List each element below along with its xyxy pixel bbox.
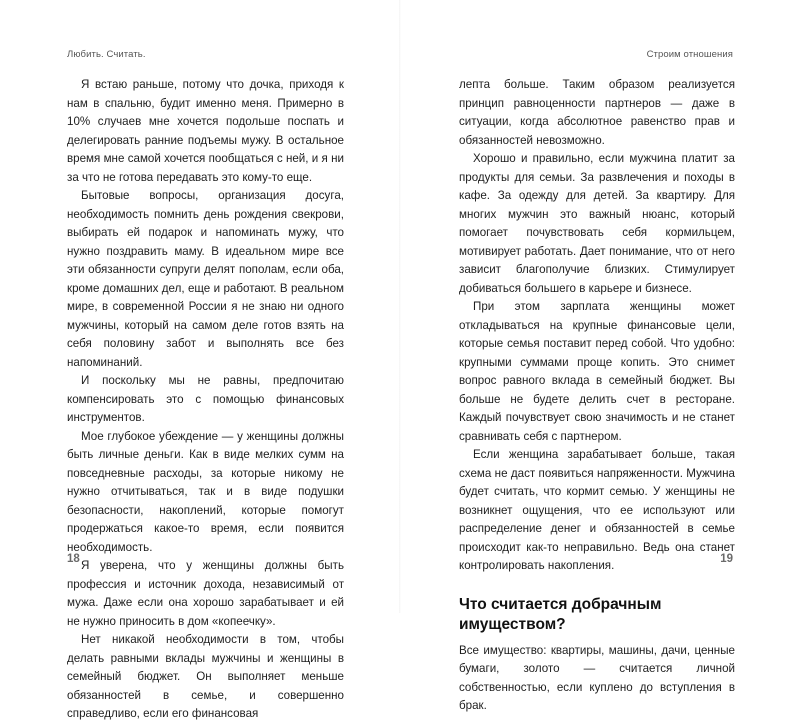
- paragraph: Я встаю раньше, потому что дочка, приходя к нам в спальню, будит именно меня. Примерно в 10% случаев мне хочется подольше поспать и делегировать ранние подъемы мужу. В остальное время мне самой хочется пообщаться с ней, и я ни за что не готова передавать это кому-то еще.: [67, 78, 344, 184]
- paragraph: Мое глубокое убеждение — у женщины должны быть личные деньги. Как в виде мелких сумм на повседневные расходы, за которые никому не нужно отчитываться, так и в виде подушки безопасности, накоплений, которые помогут продержаться какое-то время, если появится необходимость.: [67, 429, 344, 554]
- paragraph: лепта больше. Таким образом реализуется принцип равноценности партнеров — даже в ситуации, когда абсолютное равенство прав и обязанностей невозможно.: [459, 78, 735, 147]
- running-head-right: Строим отношения: [646, 49, 733, 60]
- paragraph: Нет никакой необходимости в том, чтобы делать равными вклады мужчины и женщины в семейный бюджет. Он выполняет меньше обязанностей в семье, и совершенно справедливо, если его финансовая: [67, 633, 344, 720]
- left-page-text: [67, 76, 344, 724]
- left-page: [0, 0, 400, 720]
- paragraph: Бытовые вопросы, организация досуга, необходимость помнить день рождения свекрови, выбирать ей подарок и напоминать мужу, что нужно поздравить маму. В идеальном мире все эти обязанности супруги делят пополам, если оба, кроме домашних дел, еще и работают. В реальном мире, в современной России я не знаю ни одного мужчины, который на самом деле готов взять на себя половину забот и выполнять все без напоминаний.: [67, 189, 344, 369]
- right-page-text: [459, 76, 735, 716]
- page-number-right: 19: [720, 553, 733, 565]
- paragraph: При этом зарплата женщины может откладываться на крупные финансовые цели, которые семья поставит перед собой. Что удобно: крупными суммами проще копить. Это снимет вопрос равного вклада в семейный бюджет. Вы больше не будете делить счет в ресторане. Каждый почувствует свою значимость и не станет сравнивать себя с партнером.: [459, 300, 735, 443]
- section-heading: Что считается добрачным имуществом?: [459, 595, 662, 633]
- paragraph: Хорошо и правильно, если мужчина платит за продукты для семьи. За развлечения и походы в кафе. За одежду для детей. За квартиру. Для многих мужчин это важный нюанс, который помогает почувствовать себя кормильцем, мотивирует работать. Дает понимание, что от него зависит благополучие близких. Стимулирует добиваться большего в карьере и бизнесе.: [459, 152, 735, 295]
- running-head-left: Любить. Считать.: [67, 49, 146, 60]
- right-page: [400, 0, 800, 712]
- paragraph: Если женщина зарабатывает больше, такая схема не даст появиться напряженности. Мужчина будет считать, что кормит семью. У женщины не возникнет ощущения, что ее используют или распределение денег и обязанностей в семье происходит как-то неправильно. Ведь она станет контролировать накопления.: [459, 448, 735, 572]
- paragraph: Все имущество: квартиры, машины, дачи, ценные бумаги, золото — считается личной собственностью, если куплено до вступления в брак.: [459, 643, 735, 712]
- paragraph: И поскольку мы не равны, предпочитаю компенсировать это с помощью финансовых инструментов.: [67, 374, 344, 424]
- page-number-left: 18: [67, 553, 80, 565]
- paragraph: Я уверена, что у женщины должны быть профессия и источник дохода, независимый от мужа. Даже если она хорошо зарабатывает и ей не нужно приносить в дом «копеечку».: [67, 559, 344, 628]
